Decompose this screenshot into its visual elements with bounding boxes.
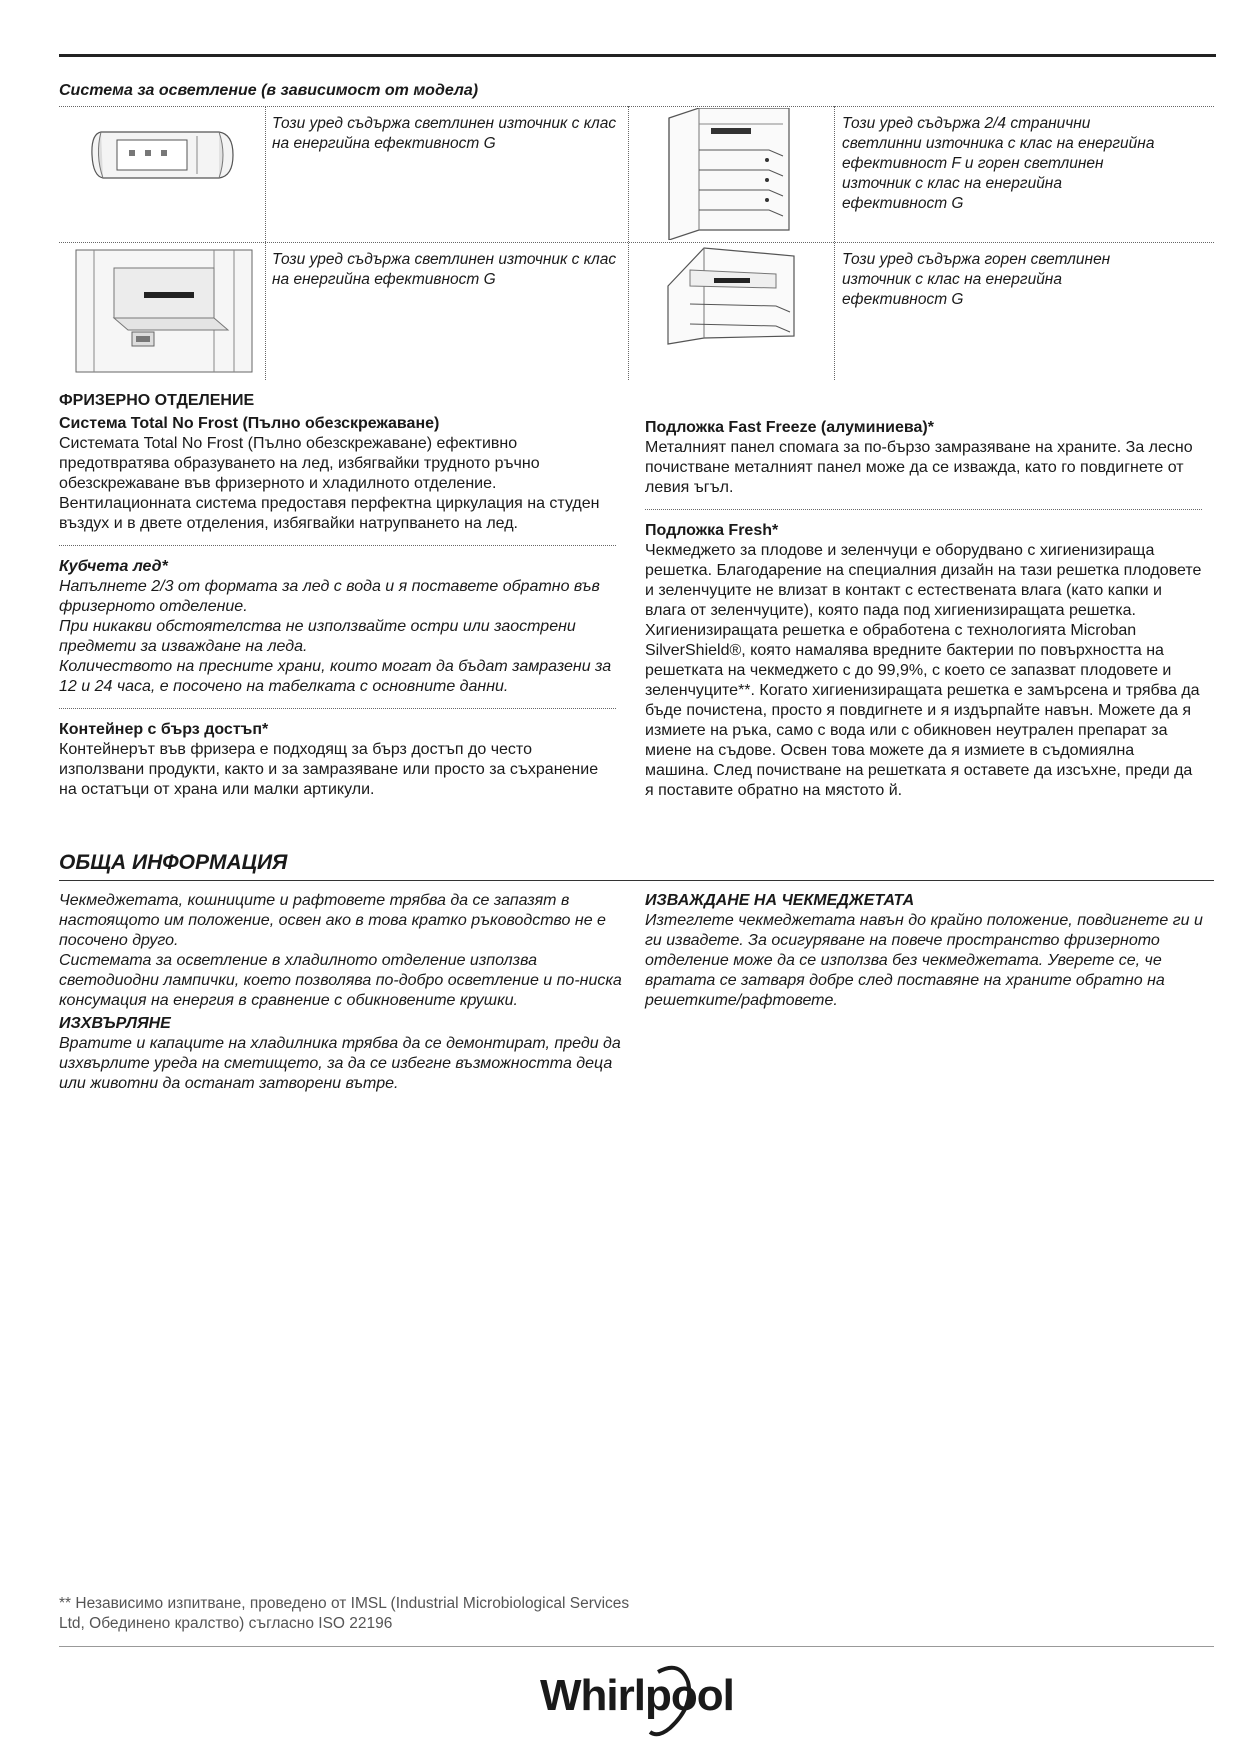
table-rule xyxy=(59,242,1214,243)
ice-cubes-text: Количеството на пресните храни, които могат да бъдат замразени за 12 и 24 часа, е посочено на табелката с основните данни. xyxy=(59,658,612,695)
total-no-frost-title: Система Total No Frost (Пълно обезскрежаване) xyxy=(59,415,440,432)
section-divider xyxy=(645,509,1202,510)
table-divider xyxy=(628,106,629,380)
lighting-table xyxy=(59,106,1214,380)
table-divider xyxy=(265,106,266,380)
fresh-text: Чекмеджето за плодове и зеленчуци е оборудвано с хигиенизираща решетка. Благодарение на специалния дизайн на тази решетка плодовете и зеленчуците не влизат в контакт с естествената влага (като капки и влага от зеленчуците), която пада под хигиенизиращата решетка. Хигиенизиращата решетка е обработена с технологията Microban SilverShield®, която намалява вредните бактерии по повърхността на решетката на чекмеджето с до 99,9%, с което се запазват плодовете и зеленчуците**. Когато хигиенизиращата решетка е замърсена и трябва да бъде почистена, просто я повдигнете и я издърпайте навън. Можете да я измиете на ръка, само с вода или с обикновен неутрален препарат за миене на съдове. Освен това можете да я измиете в съдомиялна машина. След почистване на решетката я оставете да изсъхне, преди да я поставите обратно на мястото й. xyxy=(645,542,1202,799)
general-left-column xyxy=(59,891,624,1094)
drawers-text: Изтеглете чекмеджетата навън до крайно положение, повдигнете ги и ги извадете. За осигуряване на повече пространство фризерното отделение може да се използва без чекмеджетата. Уверете се, че вратата се затваря добре след поставяне на храните обратно на решетките/рафтовете. xyxy=(645,912,1203,1009)
total-no-frost-text: Системата Total No Frost (Пълно обезскрежаване) ефективно предотвратява образуването на лед, избягвайки трудното ръчно обезскрежаване във фризерното и хладилното отделение. Вентилационната система предоставя перфектна циркулация на студен въздух и в двете отделения, избягвайки натрупването на лед. xyxy=(59,435,600,532)
fridge-side-lights-icon xyxy=(659,108,799,240)
table-divider xyxy=(834,106,835,380)
disposal-text: Вратите и капаците на хладилника трябва да се демонтират, преди да изхвърлите уреда на сметището, за да се избегне възможността деца или животни да останат затворени вътре. xyxy=(59,1035,621,1092)
freezer-heading: ФРИЗЕРНО ОТДЕЛЕНИЕ xyxy=(59,392,255,409)
lighting-cell-text: Този уред съдържа 2/4 странични светлинни източника с клас на енергийна ефективност F и горен светлинен източник с клас на енергийна ефективност G xyxy=(842,115,1155,212)
general-text: Чекмеджетата, кошниците и рафтовете трябва да се запазят в настоящото им положение, освен ако в това кратко ръководство не е посочено друго. xyxy=(59,892,606,949)
general-info-title: ОБЩА ИНФОРМАЦИЯ xyxy=(59,851,288,874)
fresh-title: Подложка Fresh* xyxy=(645,522,779,539)
quick-access-title: Контейнер с бърз достъп* xyxy=(59,721,269,738)
lighting-title: Система за осветление (в зависимост от модела) xyxy=(59,82,479,99)
fast-freeze-text: Металният панел спомага за по-бързо замразяване на храните. За лесно почистване металният панел може да се изважда, като го повдигнете от левия ъгъл. xyxy=(645,439,1193,496)
drawers-title: ИЗВАЖДАНЕ НА ЧЕКМЕДЖЕТАТА xyxy=(645,892,915,909)
general-info-rule xyxy=(59,880,1214,881)
whirlpool-logo xyxy=(520,1662,760,1742)
general-text: Системата за осветление в хладилното отделение използва светодиодни лампички, което позволява по-добро осветление и по-ниска консумация на енергия в сравнение с обикновените крушки. xyxy=(59,952,622,1009)
disposal-title: ИЗХВЪРЛЯНЕ xyxy=(59,1015,171,1032)
ice-cubes-text: Напълнете 2/3 от формата за лед с вода и я поставете обратно във фризерното отделение. xyxy=(59,578,600,615)
footnote: ** Независимо изпитване, проведено от IMSL (Industrial Microbiological Services Ltd, Обединено кралство) съгласно ISO 22196 xyxy=(59,1595,630,1632)
ice-cubes-title: Кубчета лед* xyxy=(59,558,168,575)
lighting-cell-text: Този уред съдържа светлинен източник с клас на енергийна ефективност G xyxy=(272,115,617,152)
section-divider xyxy=(59,708,616,709)
control-panel-light-icon xyxy=(89,120,239,190)
lighting-cell-text: Този уред съдържа светлинен източник с клас на енергийна ефективност G xyxy=(272,251,617,288)
ice-cubes-text: При никакви обстоятелства не използвайте остри или заострени предмети за изваждане на леда. xyxy=(59,618,576,655)
footer-rule xyxy=(59,1646,1214,1647)
section-divider xyxy=(59,545,616,546)
table-rule xyxy=(59,106,1214,107)
fast-freeze-title: Подложка Fast Freeze (алуминиева)* xyxy=(645,419,934,436)
brand-logo-text: Whirlpool xyxy=(540,1671,734,1720)
quick-access-text: Контейнерът във фризера е подходящ за бърз достъп до често използвани продукти, както и за замразяване или просто за съхранение на остатъци от храна или малки артикули. xyxy=(59,741,599,798)
freezer-left-column xyxy=(59,392,616,800)
freezer-right-column xyxy=(645,418,1202,801)
fridge-top-light-icon xyxy=(664,246,804,346)
general-right-column xyxy=(645,891,1215,1011)
top-rule xyxy=(59,54,1216,57)
fridge-interior-light-icon xyxy=(74,248,254,374)
lighting-cell-text: Този уред съдържа горен светлинен източник с клас на енергийна ефективност G xyxy=(842,251,1111,308)
